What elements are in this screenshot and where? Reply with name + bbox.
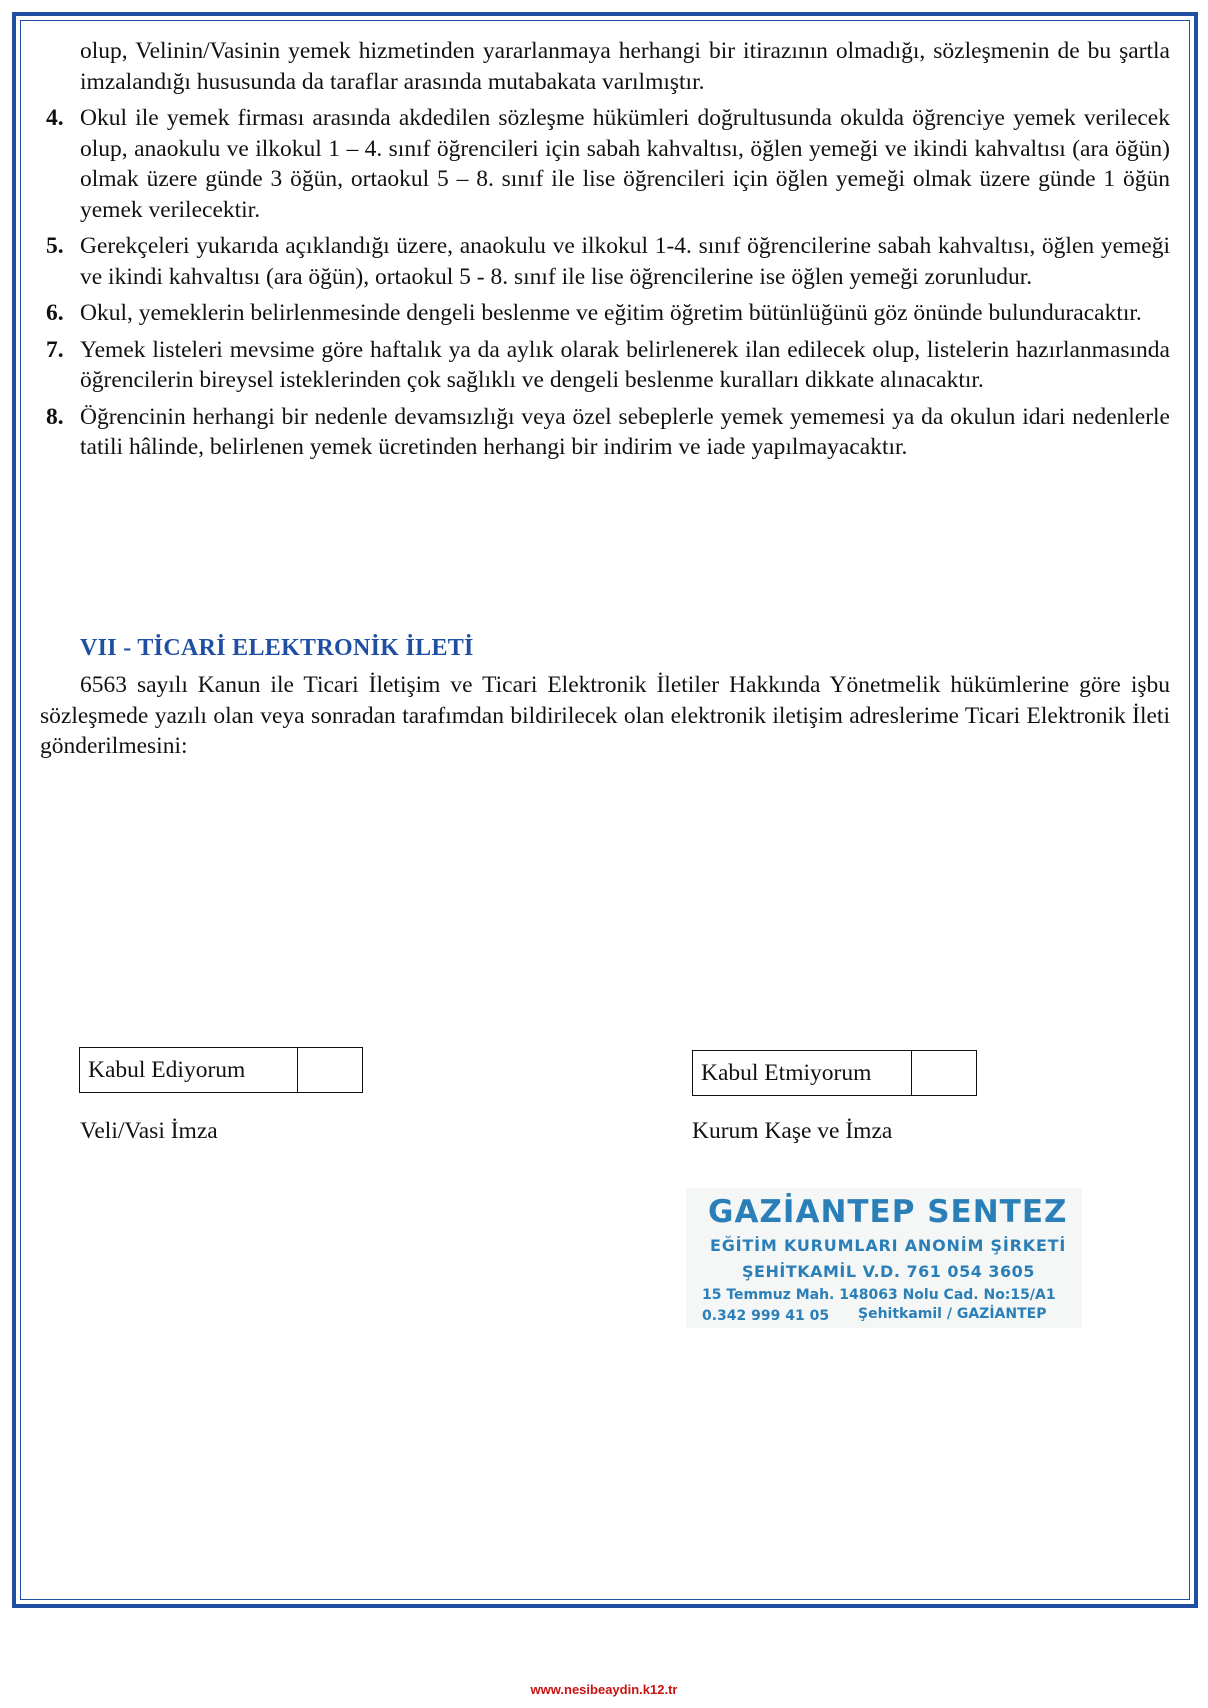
- stamp-line: Şehitkamil / GAZİANTEP: [858, 1306, 1047, 1322]
- clause-text: Okul, yemeklerin belirlenmesinde dengeli beslenme ve eğitim öğretim bütünlüğünü göz önünde bulunduracaktır.: [80, 300, 1142, 326]
- institution-signature-label: Kurum Kaşe ve İmza: [692, 1118, 893, 1144]
- clause-6: [40, 298, 1170, 329]
- clause-7: [40, 335, 1170, 396]
- clause-text: olup, Velinin/Vasinin yemek hizmetinden yararlanmaya herhangi bir itirazının olmadığı, sözleşmenin de bu şartla imzalandığı hususunda da taraflar arasında mutabakata varılmıştır.: [80, 38, 1170, 95]
- clause-4: [40, 103, 1170, 225]
- clause-text: Gerekçeleri yukarıda açıklandığı üzere, anaokulu ve ilkokul 1-4. sınıf öğrencilerine sabah kahvaltısı, öğlen yemeği ve ikindi kahvaltısı (ara öğün), ortaokul 5 - 8. sınıf ile lise öğrencilerine ise öğlen yemeği zorunludur.: [80, 233, 1170, 290]
- accept-checkbox[interactable]: [298, 1048, 362, 1092]
- clause-number: 4.: [46, 105, 64, 131]
- section-paragraph: 6563 sayılı Kanun ile Ticari İletişim ve Ticari Elektronik İletiler Hakkında Yönetmelik hükümlerine göre işbu sözleşmede yazılı olan veya sonradan tarafımdan bildirilecek olan elektronik iletişim adreslerime Ticari Elektronik İleti gönderilmesini:: [40, 672, 1170, 759]
- clause-5: [40, 231, 1170, 292]
- stamp-line: ŞEHİTKAMİL V.D. 761 054 3605: [742, 1262, 1035, 1281]
- stamp-line: 0.342 999 41 05: [702, 1308, 830, 1324]
- clause-continuation: [40, 36, 1170, 97]
- clause-number: 8.: [46, 403, 64, 430]
- parent-signature-label: Veli/Vasi İmza: [80, 1118, 218, 1144]
- stamp-line: 15 Temmuz Mah. 148063 Nolu Cad. No:15/A1: [702, 1287, 1056, 1303]
- stamp-line: GAZİANTEP SENTEZ: [708, 1194, 1068, 1230]
- accept-option: [79, 1047, 363, 1093]
- clause-number: 7.: [46, 336, 64, 363]
- clause-text: Yemek listeleri mevsime göre haftalık ya da aylık olarak belirlenerek ilan edilecek olup, listelerin hazırlanmasında öğrencilerin bireysel isteklerinden çok sağlıklı ve dengeli beslenme kuralları dikkate alınacaktır.: [80, 336, 1170, 393]
- footer-url[interactable]: www.nesibeaydin.k12.tr: [530, 1682, 678, 1697]
- clause-number: 5.: [46, 233, 64, 259]
- clause-number: 6.: [46, 300, 64, 326]
- clause-list: [40, 36, 1170, 469]
- clause-text: Okul ile yemek firması arasında akdedilen sözleşme hükümleri doğrultusunda okulda öğrenciye yemek verilecek olup, anaokulu ve ilkokul 1 – 4. sınıf öğrencileri için sabah kahvaltısı, öğlen yemeği ve ikindi kahvaltısı (ara öğün) olmak üzere günde 3 öğün, ortaokul 5 – 8. sınıf ile lise öğrencileri için öğlen yemeği olmak üzere günde 1 öğün yemek verilecektir.: [80, 105, 1170, 223]
- clause-text: Öğrencinin herhangi bir nedenle devamsızlığı veya özel sebeplerle yemek yememesi ya da okulun idari nedenlerle tatili hâlinde, belirlenen yemek ücretinden herhangi bir indirim ve iade yapılmayacaktır.: [80, 403, 1170, 460]
- company-stamp: [686, 1188, 1082, 1328]
- clause-8: [40, 402, 1170, 463]
- stamp-line: EĞİTİM KURUMLARI ANONİM ŞİRKETİ: [710, 1236, 1067, 1255]
- reject-label: Kabul Etmiyorum: [693, 1051, 912, 1095]
- section-title: VII - TİCARİ ELEKTRONİK İLETİ: [80, 635, 474, 661]
- reject-checkbox[interactable]: [912, 1051, 976, 1095]
- reject-option: [692, 1050, 977, 1096]
- accept-label: Kabul Ediyorum: [80, 1048, 298, 1092]
